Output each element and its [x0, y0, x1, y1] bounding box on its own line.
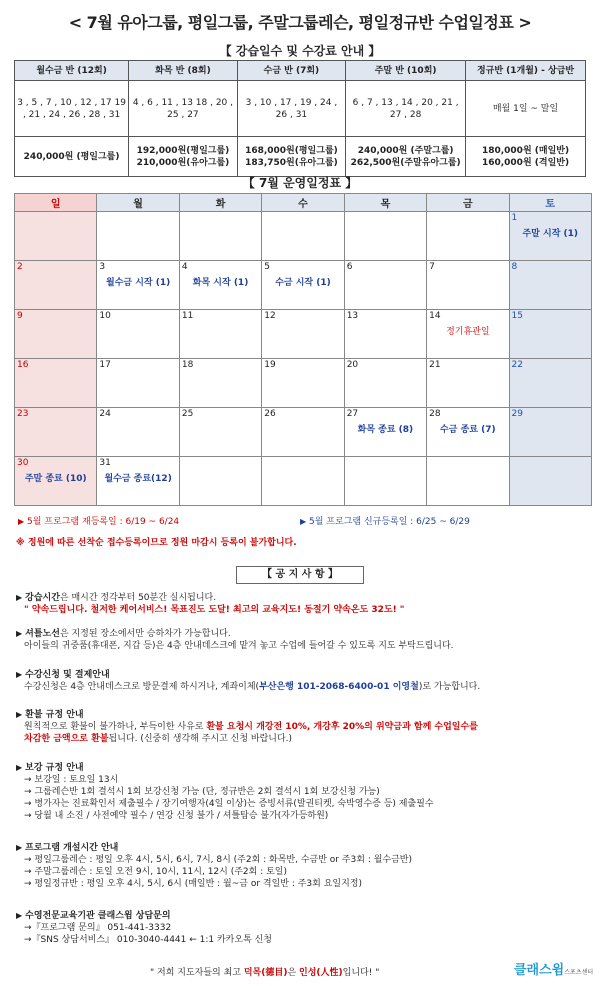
calendar-day-cell — [15, 310, 97, 359]
contact-line: →『SNS 상담서비스』 010-3040-4441 ← 1:1 카카오톡 신청 — [24, 935, 273, 945]
notice-text: 원칙적으로 환불이 불가하나, 부득이한 사유로 — [24, 722, 207, 732]
day-number: 12 — [264, 311, 276, 321]
day-number: 22 — [511, 360, 523, 370]
calendar-day-cell — [344, 457, 426, 506]
promise-text: " 약속드립니다. 철저한 케어서비스! 목표진도 도달! 최고의 교육지도! 동절기 약속온도 32도! " — [24, 605, 405, 615]
calendar-day-cell — [15, 408, 97, 457]
capacity-warning: ※ 정원에 따른 선착순 접수등록이므로 정원 마감시 등록이 불가합니다. — [16, 538, 297, 548]
calendar-day-cell — [179, 212, 261, 261]
quote-character: 인성(人性) — [299, 968, 343, 978]
notice-contact — [16, 910, 586, 946]
notice-text: 됩니다. (신중히 생각해 주시고 신청 바랍니다.) — [108, 734, 293, 744]
price-line: 240,000원 (주말그룹) — [357, 145, 454, 156]
logo-subtext: 스포츠센터 — [564, 969, 594, 976]
day-number: 18 — [181, 360, 194, 370]
page-title: < 7월 유아그룹, 평일그룹, 주말그룹레슨, 평일정규반 수업일정표 > — [68, 13, 532, 32]
calendar-day-cell — [97, 261, 179, 310]
notice-heading: 보강 규정 안내 — [25, 763, 84, 773]
calendar-table — [14, 193, 592, 506]
calendar-day-cell — [15, 261, 97, 310]
triangle-right-icon: ▶ — [16, 629, 23, 638]
fee-days-cell: 매월 1일 ~ 말일 — [466, 81, 586, 137]
triangle-right-icon: ▶ — [16, 911, 23, 920]
price-line: 183,750원(유아그룹) — [245, 157, 338, 168]
calendar-day-cell — [15, 212, 97, 261]
fee-header: 화목 반 (8회) — [129, 61, 237, 81]
program-line: → 주말그룹레슨 : 토일 오전 9시, 10시, 11시, 12시 (주2회 : 토일) — [24, 867, 287, 877]
day-number: 25 — [181, 409, 194, 419]
fee-days-cell: 4 , 6 , 11 , 13 18 , 20 , 25 , 27 — [129, 81, 237, 137]
calendar-event: 주말 종료 (10) — [24, 474, 87, 484]
calendar-day-cell — [179, 310, 261, 359]
day-number: 27 — [346, 409, 359, 419]
day-number: 13 — [346, 311, 359, 321]
calendar-day-cell — [262, 261, 344, 310]
fee-days-cell: 3 , 10 , 17 , 19 , 24 , 26 , 31 — [237, 81, 345, 137]
calendar-event: 정기휴관일 — [446, 327, 490, 337]
notice-text: 수강신청은 4층 안내데스크로 방문결제 하시거나, 계좌이체( — [24, 682, 260, 692]
calendar-day-cell — [427, 261, 509, 310]
day-number: 1 — [511, 213, 518, 223]
triangle-right-icon: ▶ — [300, 517, 307, 526]
calendar-day-cell — [509, 408, 591, 457]
day-number: 8 — [511, 262, 518, 272]
price-line: 180,000원 (매일반) — [481, 145, 570, 156]
calendar-day-cell — [344, 359, 426, 408]
calendar-day-cell — [509, 212, 591, 261]
calendar-day-cell — [427, 310, 509, 359]
day-number: 29 — [511, 409, 523, 419]
notice-text: 아이들의 귀중품(휴대폰, 지갑 등)은 4층 안내데스크에 맡겨 놓고 수업에 들어갈 수 있도록 지도 부탁드립니다. — [24, 641, 454, 651]
weekday-header-tue: 화 — [179, 194, 261, 212]
program-line: → 평일정규반 : 평일 오후 4시, 5시, 6시 (매일반 : 월~금 or 격일반 : 주3회 요일지정) — [24, 879, 362, 889]
calendar-day-cell — [97, 359, 179, 408]
calendar-week-row — [15, 408, 592, 457]
fee-header: 주말 반 (10회) — [346, 61, 466, 81]
calendar-week-row — [15, 261, 592, 310]
notice-lesson-time — [16, 592, 586, 616]
triangle-right-icon: ▶ — [16, 710, 23, 719]
quote-virtue: 덕목(德目) — [243, 968, 288, 978]
fee-price-cell — [466, 137, 586, 177]
calendar-day-cell — [262, 359, 344, 408]
calendar-day-cell — [97, 408, 179, 457]
day-number: 20 — [346, 360, 359, 370]
makeup-line: → 병가자는 진료확인서 제출필수 / 장기여행자(4일 이상)는 증빙서류(발권티켓, 숙박영수증 등) 제출필수 — [24, 799, 434, 809]
makeup-line: → 당월 내 소진 / 사전예약 필수 / 연강 신청 불가 / 셔틀탑승 불가(자가등하원) — [24, 811, 329, 821]
triangle-right-icon: ▶ — [16, 593, 23, 602]
calendar-day-cell — [262, 212, 344, 261]
triangle-right-icon: ▶ — [18, 517, 25, 526]
calendar-day-cell — [97, 212, 179, 261]
calendar-day-cell — [344, 310, 426, 359]
calendar-event: 수금 종료 (7) — [440, 425, 496, 435]
fee-price-cell — [346, 137, 466, 177]
day-number: 28 — [429, 409, 441, 419]
notice-heading: 프로그램 개설시간 안내 — [25, 843, 119, 853]
calendar-day-cell — [179, 359, 261, 408]
day-number: 9 — [17, 311, 23, 321]
calendar-day-cell — [344, 261, 426, 310]
reregistration-info — [18, 514, 179, 527]
calendar-week-row — [15, 359, 592, 408]
day-number: 4 — [181, 262, 188, 272]
calendar-week-row — [15, 310, 592, 359]
day-number: 10 — [99, 311, 111, 321]
weekday-header-sat: 토 — [509, 194, 591, 212]
notice-refund — [16, 709, 586, 745]
day-number: 24 — [99, 409, 111, 419]
calendar-day-cell — [262, 408, 344, 457]
fee-price-row — [15, 137, 586, 177]
price-line: 160,000원 (격일반) — [481, 157, 570, 168]
weekday-header-sun: 일 — [15, 194, 97, 212]
notice-program-times — [16, 842, 586, 890]
day-number: 5 — [264, 262, 270, 272]
calendar-event: 월수금 시작 (1) — [106, 278, 171, 288]
new-registration-text: 5월 프로그램 신규등록일 : 6/25 ~ 6/29 — [309, 517, 470, 527]
day-number: 30 — [17, 458, 29, 468]
calendar-day-cell — [262, 310, 344, 359]
notice-heading: 강습시간 — [25, 593, 60, 603]
fee-table — [14, 60, 586, 177]
fee-header: 월수금 반 (12회) — [15, 61, 129, 81]
calendar-event: 화목 시작 (1) — [192, 278, 249, 288]
calendar-day-cell — [509, 310, 591, 359]
calendar-day-cell — [15, 359, 97, 408]
makeup-line: → 그룹레슨반 1회 결석시 1회 보강신청 가능 (단, 정규반은 2회 결석시 1회 보강신청 가능) — [24, 787, 380, 797]
calendar-day-cell — [97, 310, 179, 359]
fee-days-cell: 6 , 7 , 13 , 14 , 20 , 21 , 27 , 28 — [346, 81, 466, 137]
notice-shuttle — [16, 628, 586, 652]
notice-text: 은 매시간 정각부터 50분간 실시됩니다. — [59, 593, 217, 603]
price-line: 210,000원(유아그룹) — [136, 157, 230, 168]
logo-text: 클래스윔 — [514, 963, 565, 978]
calendar-day-cell — [427, 408, 509, 457]
notice-heading: 셔틀노선 — [25, 629, 60, 639]
fee-header-row — [15, 61, 586, 81]
program-line: → 평일그룹레슨 : 평일 오후 4시, 5시, 6시, 7시, 8시 (주2회 : 화목반, 수금반 or 주3회 : 월수금반) — [24, 855, 413, 865]
notice-heading: 수강신청 및 결제안내 — [25, 670, 110, 680]
fee-price-cell — [237, 137, 345, 177]
fee-price-cell — [15, 137, 129, 177]
calendar-day-cell — [509, 359, 591, 408]
fee-heading: 【 강습일수 및 수강료 안내 】 — [219, 44, 381, 58]
footer-quote — [150, 965, 379, 978]
calendar-weekday-row — [15, 194, 592, 212]
calendar-day-cell — [509, 261, 591, 310]
makeup-line: → 보강일 : 토요일 13시 — [24, 775, 119, 785]
price-line: 168,000원(평일그룹) — [245, 145, 338, 156]
notice-text: 은 지정된 장소에서만 승하차가 가능합니다. — [59, 629, 231, 639]
calendar-day-cell — [509, 457, 591, 506]
quote-text: " 저희 지도자들의 최고 — [150, 968, 244, 978]
day-number: 16 — [17, 360, 29, 370]
day-number: 31 — [99, 458, 111, 468]
calendar-day-cell — [15, 457, 97, 506]
quote-text: 입니다! " — [342, 968, 380, 978]
price-line: 192,000원(평일그룹) — [136, 145, 230, 156]
triangle-right-icon: ▶ — [16, 763, 23, 772]
calendar-day-cell — [97, 457, 179, 506]
fee-days-row — [15, 81, 586, 137]
notice-heading: 수영전문교육기관 클래스윔 상담문의 — [25, 911, 171, 921]
weekday-header-mon: 월 — [97, 194, 179, 212]
calendar-heading: 【 7월 운영일정표 】 — [242, 176, 358, 190]
day-number: 11 — [181, 311, 194, 321]
day-number: 6 — [346, 262, 353, 272]
triangle-right-icon: ▶ — [16, 670, 23, 679]
day-number: 17 — [99, 360, 111, 370]
triangle-right-icon: ▶ — [16, 843, 23, 852]
brand-logo — [514, 959, 593, 978]
calendar-day-cell — [427, 359, 509, 408]
calendar-event: 수금 시작 (1) — [275, 278, 331, 288]
new-registration-info — [300, 514, 470, 527]
weekday-header-wed: 수 — [262, 194, 344, 212]
refund-penalty: 차감한 금액으로 환불 — [24, 734, 109, 744]
notice-title: 【 공 지 사 항 】 — [236, 566, 364, 584]
calendar-event: 주말 시작 (1) — [522, 229, 579, 239]
notice-registration-payment — [16, 669, 586, 693]
fee-header: 정규반 (1개월) - 상급반 — [466, 61, 586, 81]
price-line: 262,500원(주말유아그룹) — [350, 157, 461, 168]
calendar-event: 화목 종료 (8) — [357, 425, 414, 435]
calendar-day-cell — [427, 212, 509, 261]
bank-account: 부산은행 101-2068-6400-01 이영철 — [259, 682, 419, 692]
calendar-day-cell — [179, 457, 261, 506]
quote-text: 은 — [287, 968, 300, 978]
calendar-day-cell — [179, 408, 261, 457]
calendar-day-cell — [344, 408, 426, 457]
calendar-day-cell — [427, 457, 509, 506]
fee-header: 수금 반 (7회) — [237, 61, 345, 81]
weekday-header-fri: 금 — [427, 194, 509, 212]
fee-days-cell: 3 , 5 , 7 , 10 , 12 , 17 19 , 21 , 24 , 26 , 28 , 31 — [15, 81, 129, 137]
price-line: 240,000원 (평일그룹) — [23, 151, 120, 162]
day-number: 7 — [429, 262, 435, 272]
notice-text: )로 가능합니다. — [418, 682, 481, 692]
calendar-week-row — [15, 212, 592, 261]
fee-price-cell — [129, 137, 237, 177]
calendar-day-cell — [179, 261, 261, 310]
day-number: 2 — [17, 262, 23, 272]
calendar-week-row — [15, 457, 592, 506]
day-number: 3 — [99, 262, 106, 272]
day-number: 14 — [429, 311, 441, 321]
calendar-event: 월수금 종료(12) — [104, 474, 172, 484]
calendar-day-cell — [344, 212, 426, 261]
reregistration-text: 5월 프로그램 재등록일 : 6/19 ~ 6/24 — [27, 517, 180, 527]
calendar-day-cell — [262, 457, 344, 506]
day-number: 23 — [17, 409, 29, 419]
weekday-header-thu: 목 — [344, 194, 426, 212]
day-number: 15 — [511, 311, 523, 321]
day-number: 21 — [429, 360, 441, 370]
notice-heading: 환불 규정 안내 — [25, 710, 84, 720]
day-number: 19 — [264, 360, 276, 370]
refund-penalty: 환불 요청시 개강전 10%, 개강후 20%의 위약금과 함께 수업일수를 — [206, 722, 478, 732]
contact-line: →『프로그램 문의』 051-441-3332 — [24, 923, 172, 933]
day-number: 26 — [264, 409, 276, 419]
notice-makeup — [16, 762, 586, 822]
